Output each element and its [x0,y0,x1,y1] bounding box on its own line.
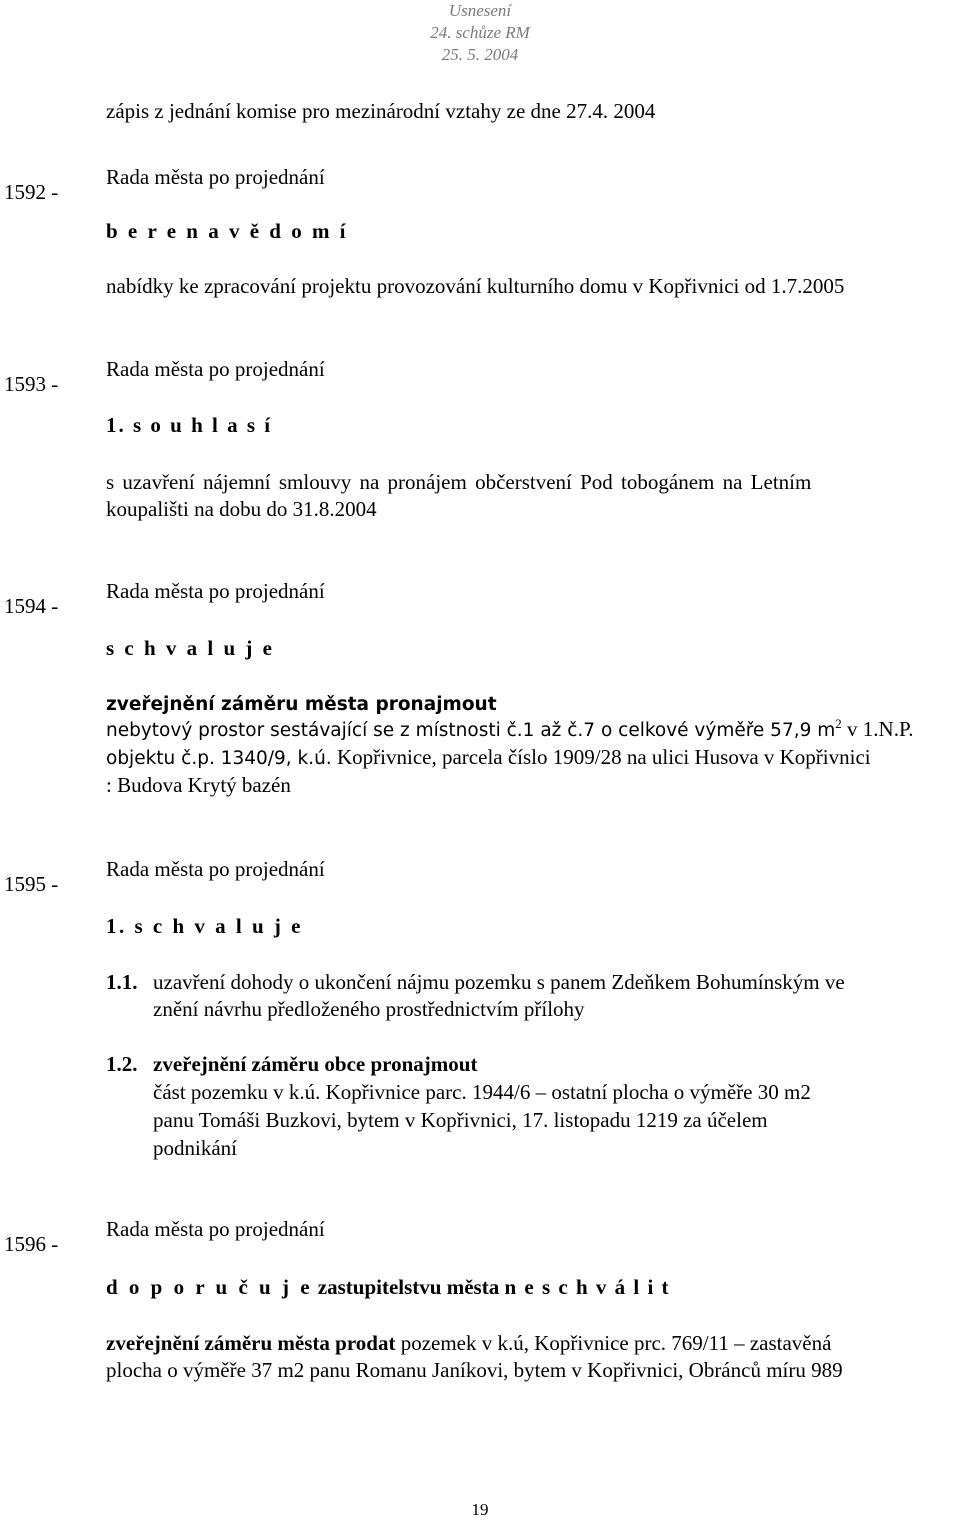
item-lead: Rada města po projednání [106,165,325,189]
subitem-number: 1.2. [106,1052,138,1076]
item-number: 1594 - [4,594,59,618]
item-text-part: nebytový prostor sestávající se z místnosti č.1 až č.7 o celkové výměře 57,9 m [106,720,836,741]
page-number: 19 [471,1500,489,1519]
item-lead: Rada města po projednání [106,857,325,881]
subitem-text-line: znění návrhu předloženého prostřednictvím přílohy [153,997,585,1021]
intro-line: zápis z jednání komise pro mezinárodní vztahy ze dne 27.4. 2004 [106,99,656,123]
subitem-text-line: panu Tomáši Buzkovi, bytem v Kopřivnici, 17. listopadu 1219 za účelem [153,1108,768,1132]
item-verb-middle: zastupitelstvu města [312,1275,505,1299]
subitem-heading: zveřejnění záměru obce pronajmout [153,1052,478,1076]
header-line-1: Usnesení [448,1,512,20]
item-text-line: plocha o výměře 37 m2 panu Romanu Janíkovi, bytem v Kopřivnici, Obránců míru 989 [106,1358,843,1382]
item-text-part: v 1.N.P. [841,717,914,741]
item-verb: 1. s c h v a l u j e [106,914,303,938]
superscript-2: 2 [835,716,842,731]
item-text-part: Kopřivnice, parcela číslo 1909/28 na ulici Husova v Kopřivnici [331,745,871,769]
item-text-line [106,745,871,771]
subitem-text-line: uzavření dohody o ukončení nájmu pozemku s panem Zdeňkem Bohumínským ve [153,970,845,994]
item-text-part: pozemek v k.ú, Kopřivnice prc. 769/11 – zastavěná [395,1331,832,1355]
item-number: 1595 - [4,872,59,896]
item-verb: d o p o r u č u j e [106,1275,313,1299]
item-text-line: : Budova Krytý bazén [106,773,291,797]
item-number: 1596 - [4,1232,59,1256]
header-line-3: 25. 5. 2004 [441,45,519,64]
item-text: nabídky ke zpracování projektu provozování kulturního domu v Kopřivnici od 1.7.2005 [106,274,845,298]
item-verb-line [106,1275,670,1299]
item-lead: Rada města po projednání [106,1217,325,1241]
item-verb: s c h v a l u j e [106,636,275,660]
item-heading: zveřejnění záměru města pronajmout [106,694,497,715]
item-verb: 1. s o u h l a s í [106,413,273,437]
item-lead: Rada města po projednání [106,579,325,603]
item-text-line: s uzavření nájemní smlouvy na pronájem občerstvení Pod tobogánem na Letním [106,470,812,494]
item-verb: b e r e n a v ě d o m í [106,219,349,243]
subitem-text-line: podnikání [153,1136,237,1160]
item-lead: Rada města po projednání [106,357,325,381]
item-text-line [106,1331,831,1355]
item-number: 1593 - [4,372,59,396]
item-text-line: koupališti na dobu do 31.8.2004 [106,497,377,521]
item-text-line [106,717,914,743]
item-number: 1592 - [4,180,59,204]
item-heading: zveřejnění záměru města prodat [106,1331,396,1355]
subitem-number: 1.1. [106,970,138,994]
item-text-part: objektu č.p. 1340/9, k.ú. [106,748,332,769]
header-line-2: 24. schůze RM [430,23,530,42]
item-verb: n e s c h v á l i t [504,1275,671,1299]
subitem-text-line: část pozemku v k.ú. Kopřivnice parc. 1944/6 – ostatní plocha o výměře 30 m2 [153,1080,811,1104]
